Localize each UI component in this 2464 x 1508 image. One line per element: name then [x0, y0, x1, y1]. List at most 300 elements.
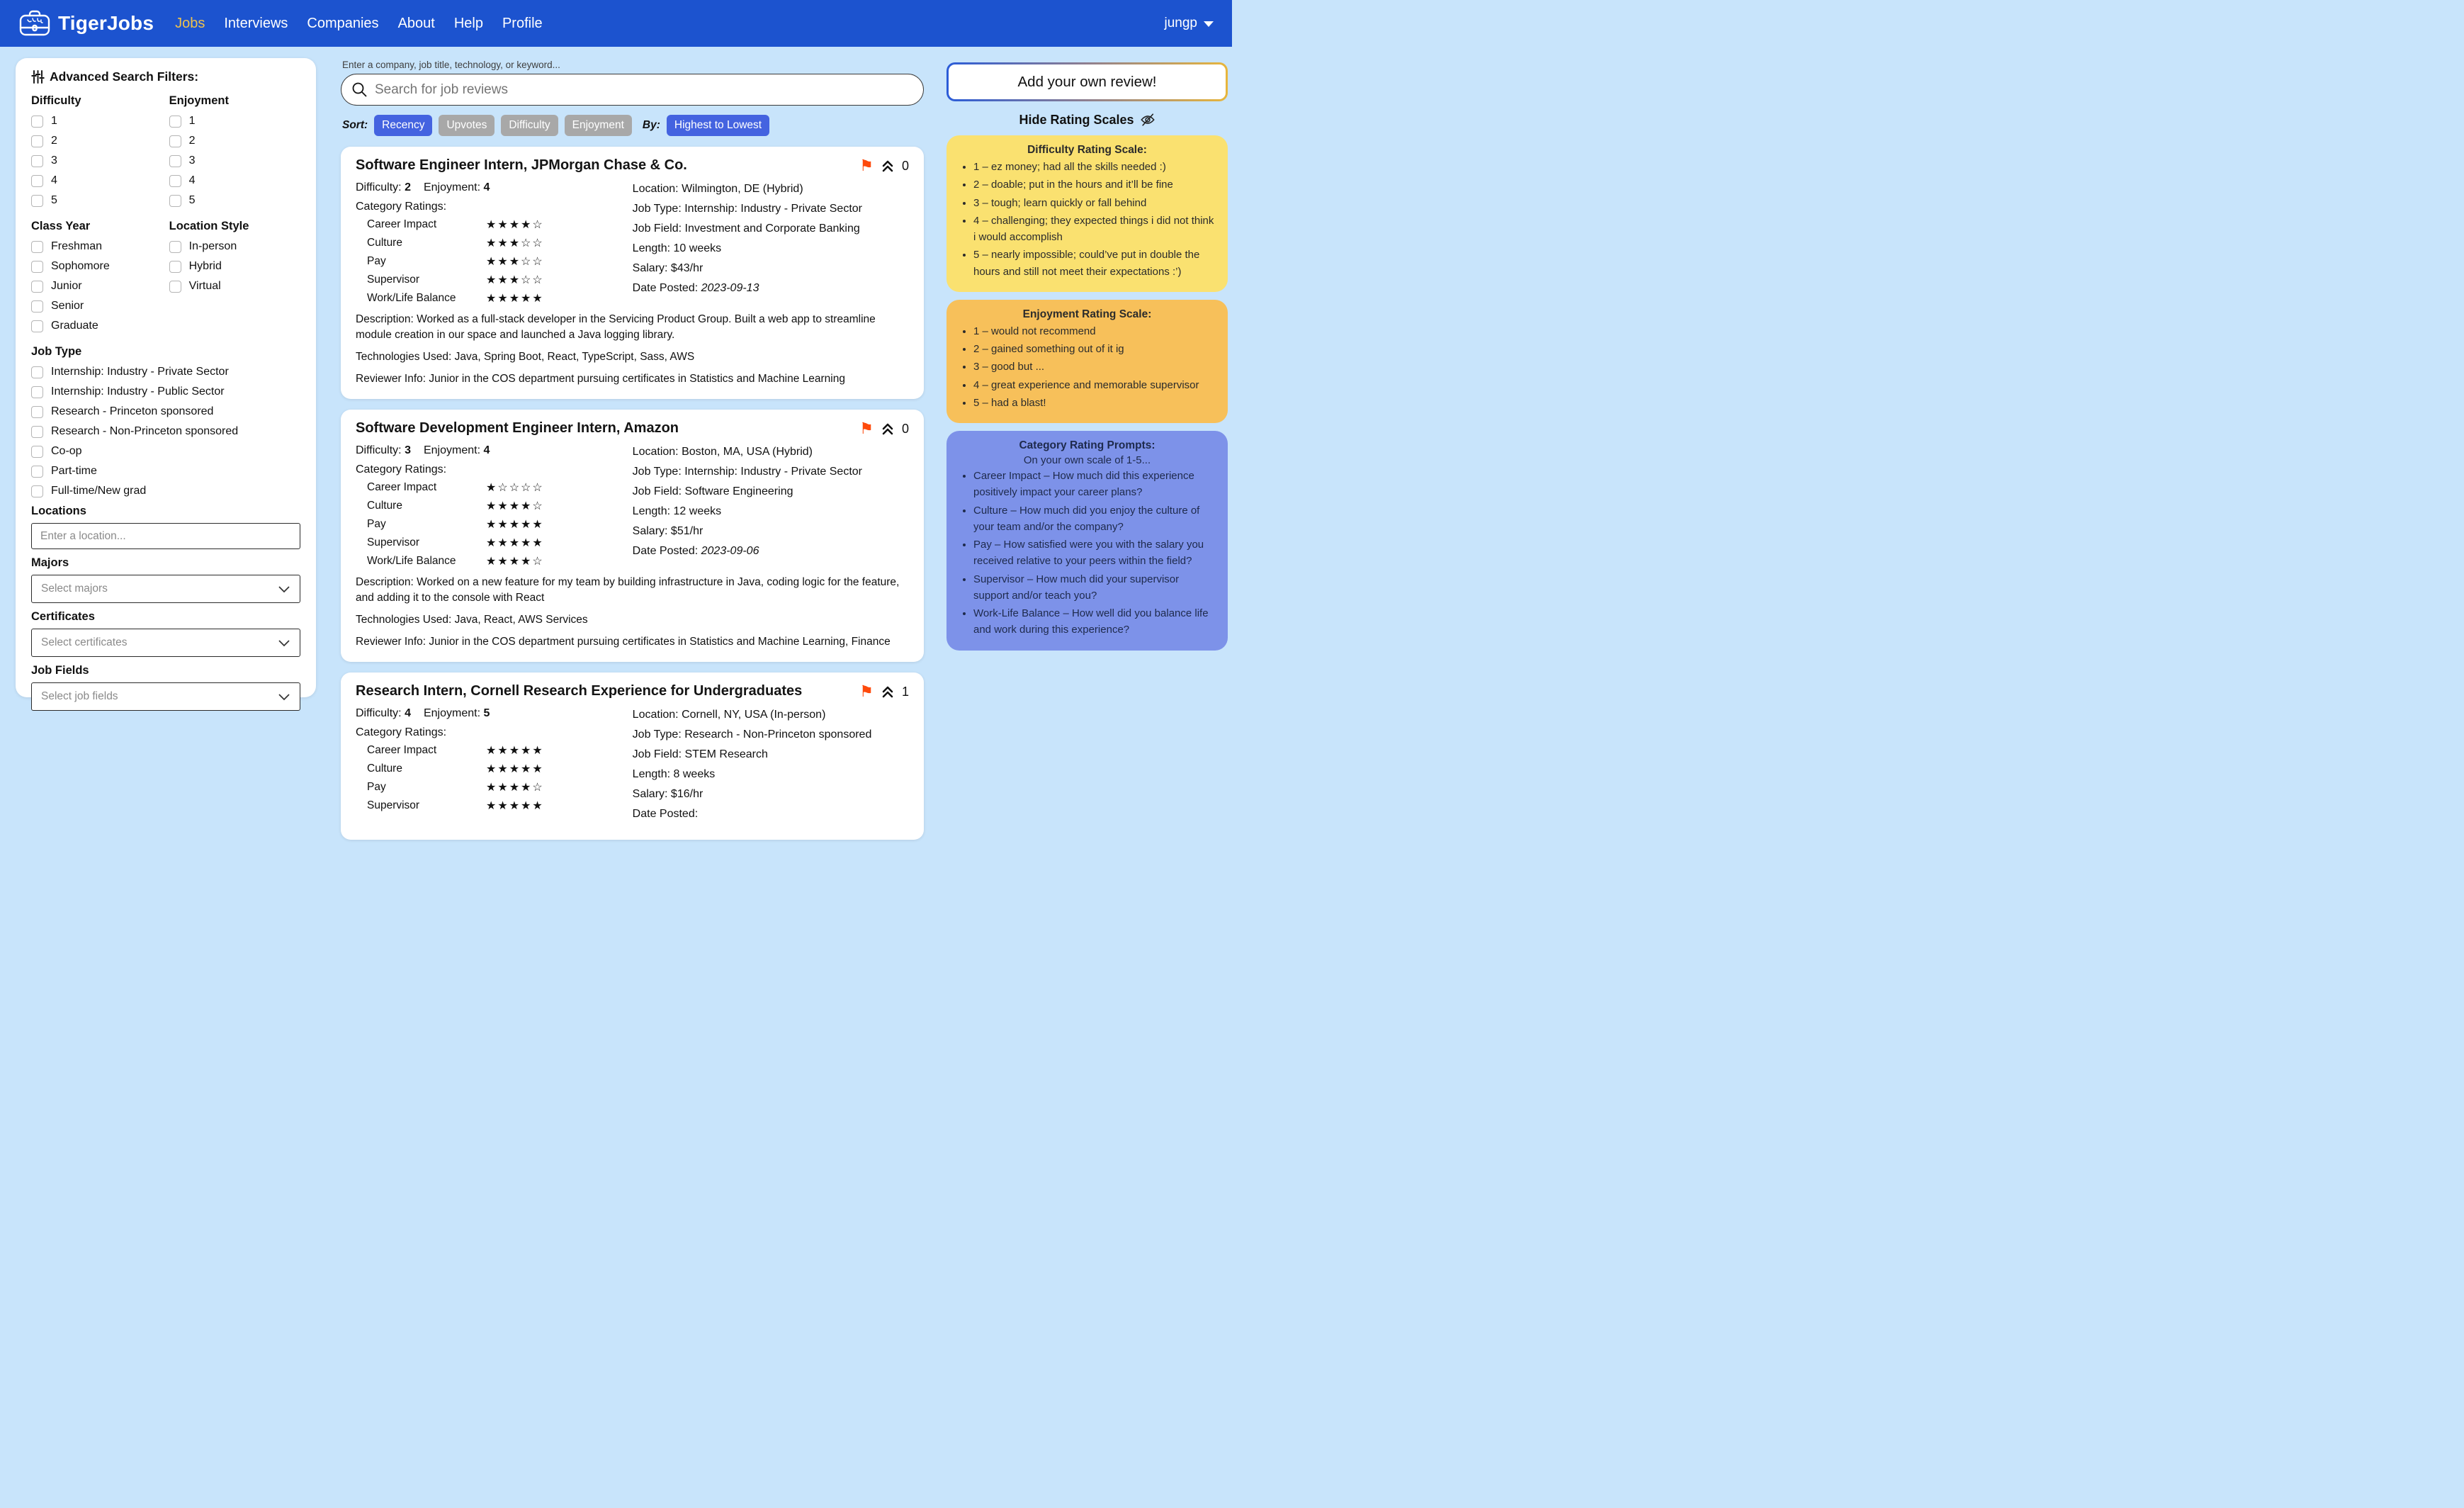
sort-buttons — [374, 115, 632, 136]
search-input[interactable] — [341, 74, 924, 106]
enjoyment-option-2[interactable] — [169, 135, 300, 147]
rating-stars: ★★★★★ — [486, 293, 544, 305]
date-posted-line — [633, 545, 909, 558]
location-style-option-hybrid[interactable] — [169, 260, 300, 273]
checkbox-label: 2 — [51, 135, 57, 147]
rating-stars: ★★★★★ — [486, 763, 544, 775]
rating-row — [367, 236, 627, 250]
checkbox-label: Part-time — [51, 465, 97, 477]
rating-label: Pay — [367, 255, 386, 267]
hide-scales-label: Hide Rating Scales — [1019, 112, 1134, 127]
checkbox[interactable] — [31, 485, 43, 497]
class-year-option-sophomore[interactable] — [31, 260, 169, 273]
job-type-option-research-non-princeton-sponsored[interactable] — [31, 425, 300, 438]
locations-label: Locations — [31, 505, 86, 517]
checkbox-label: Virtual — [188, 280, 221, 292]
rating-row — [367, 554, 627, 568]
checkbox-label: Sophomore — [51, 260, 110, 272]
filter-group-job-type — [31, 345, 300, 497]
scale-item: • Supervisor – How much did your supervisor support and/or teach you? — [973, 571, 1216, 604]
filter-heading-location-style: Location Style — [169, 220, 249, 232]
sort-label: Sort: — [342, 119, 368, 131]
rating-label: Work/Life Balance — [367, 555, 456, 567]
rating-stars: ★★★★☆ — [486, 556, 544, 568]
checkbox[interactable] — [169, 175, 181, 187]
right-panel — [946, 62, 1228, 651]
checkbox[interactable] — [169, 281, 181, 293]
job-type-line-label: Job Type: — [632, 203, 682, 215]
scale-item: • 4 – challenging; they expected things i did not think i would accomplish — [973, 213, 1216, 246]
job-fields-select[interactable] — [31, 682, 300, 711]
rating-label: Career Impact — [367, 744, 437, 756]
salary-line — [633, 262, 909, 275]
rating-label: Culture — [367, 237, 402, 249]
job-field-line-value: STEM Research — [684, 748, 768, 760]
rating-label: Career Impact — [367, 218, 437, 230]
checkbox-label: 3 — [188, 154, 196, 167]
enjoyment-option-3[interactable] — [169, 154, 300, 167]
rating-row — [367, 780, 627, 794]
scale-item: • 1 – would not recommend — [973, 323, 1216, 339]
job-type-line — [633, 466, 909, 478]
rating-stars: ★★★☆☆ — [486, 256, 544, 268]
checkbox[interactable] — [169, 195, 181, 207]
job-field-line-value: Software Engineering — [684, 485, 793, 497]
enjoyment-scale-panel — [946, 300, 1228, 423]
review-meta — [356, 181, 627, 194]
rating-label: Culture — [367, 500, 402, 512]
category-ratings-label: Category Ratings: — [356, 726, 447, 738]
majors-placeholder: Select majors — [41, 583, 108, 595]
rating-row — [367, 291, 627, 305]
job-field-line — [633, 748, 909, 761]
salary-line-label: Salary: — [632, 262, 668, 274]
job-fields-label: Job Fields — [31, 664, 89, 677]
checkbox[interactable] — [31, 241, 43, 253]
difficulty-value: 4 — [405, 707, 411, 719]
location-style-option-in-person[interactable] — [169, 240, 300, 253]
filters-sidebar — [16, 58, 316, 702]
sort-upvotes[interactable]: Upvotes — [439, 115, 495, 136]
difficulty-option-3[interactable] — [31, 154, 169, 167]
length-line — [633, 768, 909, 781]
checkbox[interactable] — [169, 261, 181, 273]
rating-stars: ★★★★☆ — [486, 219, 544, 231]
checkbox[interactable] — [169, 155, 181, 167]
rating-row — [367, 480, 627, 495]
filter-group-enjoyment — [169, 89, 300, 214]
technologies-label: Technologies Used: — [356, 614, 452, 626]
length-line-value: 8 weeks — [673, 768, 716, 780]
flag-icon[interactable]: ⚑ — [859, 682, 874, 700]
job-type-option-full-time-new-grad[interactable] — [31, 485, 300, 497]
job-type-option-research-princeton-sponsored[interactable] — [31, 405, 300, 418]
location-line-label: Location: — [632, 446, 679, 458]
difficulty-scale-list — [959, 159, 1216, 280]
technologies — [356, 612, 909, 628]
class-year-option-junior[interactable] — [31, 280, 169, 293]
location-line — [633, 709, 909, 721]
job-type-line-value: Research - Non-Princeton sponsored — [684, 728, 872, 741]
review-card — [341, 410, 924, 662]
technologies-value: Java, Spring Boot, React, TypeScript, Sass, AWS — [454, 351, 695, 363]
difficulty-value: 3 — [405, 444, 411, 456]
length-line-value: 10 weeks — [673, 242, 722, 254]
rating-row — [367, 799, 627, 813]
filter-group-class-year — [31, 214, 169, 339]
rating-row — [367, 499, 627, 513]
date-posted-line-value: 2023-09-06 — [701, 545, 759, 557]
user-menu[interactable] — [1165, 16, 1214, 31]
search-icon — [351, 81, 368, 98]
navbar — [0, 0, 1232, 47]
rating-stars: ★★★★★ — [486, 519, 544, 531]
difficulty-label: Difficulty: — [356, 707, 402, 719]
location-line-value: Cornell, NY, USA (In-person) — [682, 709, 826, 721]
checkbox[interactable] — [31, 406, 43, 418]
description — [356, 575, 909, 606]
rating-label: Pay — [367, 518, 386, 530]
difficulty-scale-title: Difficulty Rating Scale: — [1027, 144, 1147, 156]
upvote-count: 1 — [901, 684, 909, 699]
certificates-placeholder: Select certificates — [41, 636, 128, 648]
chevron-down-icon — [278, 692, 290, 701]
date-posted-line-label: Date Posted: — [632, 545, 699, 557]
length-line — [633, 242, 909, 255]
nav-companies[interactable]: Companies — [307, 15, 379, 31]
upvote-icon[interactable] — [881, 685, 895, 699]
location-line-value: Wilmington, DE (Hybrid) — [682, 183, 803, 195]
rating-row — [367, 273, 627, 287]
job-type-line-label: Job Type: — [632, 728, 682, 741]
description-value: Worked as a full-stack developer in the Servicing Product Group. Built a web app to streamline module creation in our space and launched a Java logging library. — [356, 313, 876, 341]
job-field-line-label: Job Field: — [632, 223, 682, 235]
enjoyment-label: Enjoyment: — [423, 181, 481, 193]
scale-item: • 5 – nearly impossible; could’ve put in double the hours and still not meet their expectations :’) — [973, 247, 1216, 280]
nav-help[interactable]: Help — [453, 15, 483, 31]
scale-item: • 2 – gained something out of it ig — [973, 341, 1216, 357]
chevron-down-icon — [278, 638, 290, 647]
difficulty-label: Difficulty: — [356, 181, 402, 193]
checkbox-label: Senior — [51, 300, 84, 312]
checkbox[interactable] — [31, 366, 43, 378]
certificates-label: Certificates — [31, 610, 95, 623]
filters-title: Advanced Search Filters: — [50, 69, 199, 84]
date-posted-line-label: Date Posted: — [632, 282, 699, 294]
checkbox[interactable] — [31, 195, 43, 207]
filter-row-difficulty-enjoyment — [31, 89, 300, 214]
job-fields-placeholder: Select job fields — [41, 690, 118, 702]
checkbox-label: Co-op — [51, 445, 82, 457]
checkbox-label: 2 — [188, 135, 196, 147]
review-meta — [356, 707, 627, 720]
rating-row — [367, 536, 627, 550]
username: jungp — [1164, 16, 1197, 30]
scale-item: • 4 – great experience and memorable supervisor — [973, 377, 1216, 393]
filter-group-difficulty — [31, 89, 169, 214]
length-line-label: Length: — [632, 768, 671, 780]
salary-line-value: $16/hr — [670, 788, 703, 800]
length-line — [633, 505, 909, 518]
filter-group-location-style — [169, 214, 300, 339]
rating-stars: ★★★★★ — [486, 537, 544, 549]
search-hint: Enter a company, job title, technology, or keyword... — [342, 60, 560, 70]
job-type-option-internship-industry-private-sector[interactable] — [31, 366, 300, 378]
job-type-option-internship-industry-public-sector[interactable] — [31, 386, 300, 398]
sort-direction-button[interactable]: Highest to Lowest — [667, 115, 769, 136]
rating-label: Work/Life Balance — [367, 292, 456, 304]
category-prompts-panel — [946, 431, 1228, 651]
salary-line — [633, 788, 909, 801]
nav-about[interactable]: About — [397, 15, 435, 31]
class-year-option-senior[interactable] — [31, 300, 169, 313]
difficulty-option-5[interactable] — [31, 194, 169, 207]
chevron-down-icon — [1204, 21, 1214, 27]
reviewer-info-label: Reviewer Info: — [356, 636, 426, 648]
location-line — [633, 183, 909, 196]
upvote-icon[interactable] — [881, 422, 895, 436]
checkbox[interactable] — [31, 135, 43, 147]
difficulty-option-1[interactable] — [31, 115, 169, 128]
enjoyment-option-1[interactable] — [169, 115, 300, 128]
checkbox-label: Junior — [51, 280, 82, 292]
description — [356, 312, 909, 343]
rating-label: Pay — [367, 781, 386, 793]
length-line-label: Length: — [632, 242, 671, 254]
nav-links — [175, 16, 543, 32]
date-posted-line-label: Date Posted: — [632, 808, 699, 820]
checkbox-label: Full-time/New grad — [51, 485, 147, 497]
class-year-option-freshman[interactable] — [31, 240, 169, 253]
scale-item: • 3 – tough; learn quickly or fall behind — [973, 195, 1216, 211]
checkbox[interactable] — [169, 135, 181, 147]
job-type-line-value: Internship: Industry - Private Sector — [684, 203, 862, 215]
rating-stars: ★★★☆☆ — [486, 274, 544, 286]
checkbox-label: Freshman — [51, 240, 103, 252]
length-line-value: 12 weeks — [673, 505, 722, 517]
difficulty-option-4[interactable] — [31, 174, 169, 187]
rating-stars: ★☆☆☆☆ — [486, 482, 544, 494]
job-type-option-co-op[interactable] — [31, 445, 300, 458]
rating-label: Career Impact — [367, 481, 437, 493]
checkbox-label: 3 — [51, 154, 57, 167]
eye-off-icon — [1140, 112, 1155, 128]
difficulty-label: Difficulty: — [356, 444, 402, 456]
job-type-line-value: Internship: Industry - Private Sector — [684, 466, 862, 478]
technologies-value: Java, React, AWS Services — [454, 614, 588, 626]
location-line-value: Boston, MA, USA (Hybrid) — [682, 446, 813, 458]
nav-interviews[interactable]: Interviews — [224, 15, 288, 31]
scale-item: • 3 – good but ... — [973, 359, 1216, 375]
hide-rating-scales[interactable] — [946, 112, 1228, 128]
scale-item: • Work-Life Balance – How well did you balance life and work during this experience? — [973, 605, 1216, 638]
sort-recency[interactable]: Recency — [374, 115, 432, 136]
sliders-icon — [31, 70, 45, 84]
checkbox[interactable] — [169, 241, 181, 253]
filter-heading-difficulty: Difficulty — [31, 94, 81, 107]
location-input[interactable] — [31, 523, 300, 549]
review-list — [341, 147, 924, 840]
chevron-down-icon — [278, 585, 290, 593]
job-type-line-label: Job Type: — [632, 466, 682, 478]
enjoyment-value: 4 — [483, 444, 490, 456]
job-type-option-part-time[interactable] — [31, 465, 300, 478]
review-card — [341, 147, 924, 399]
majors-label: Majors — [31, 556, 69, 569]
rating-stars: ★★★☆☆ — [486, 237, 544, 249]
checkbox-label: 5 — [188, 194, 196, 206]
upvote-count: 0 — [901, 421, 909, 436]
difficulty-option-2[interactable] — [31, 135, 169, 147]
checkbox[interactable] — [31, 466, 43, 478]
sort-row — [342, 115, 924, 136]
flag-icon[interactable]: ⚑ — [859, 420, 874, 437]
scale-item: • Pay – How satisfied were you with the salary you received relative to your peers within the field? — [973, 536, 1216, 570]
job-type-line — [633, 728, 909, 741]
checkbox-label: Internship: Industry - Private Sector — [51, 366, 229, 378]
checkbox-label: Graduate — [51, 320, 98, 332]
technologies-label: Technologies Used: — [356, 351, 452, 363]
enjoyment-label: Enjoyment: — [423, 707, 481, 719]
description-value: Worked on a new feature for my team by building infrastructure in Java, coding logic for the feature, and adding it to the console with React — [356, 576, 900, 604]
checkbox[interactable] — [31, 281, 43, 293]
category-prompts-subtitle: On your own scale of 1-5... — [1023, 454, 1151, 466]
checkbox-label: Research - Princeton sponsored — [51, 405, 214, 417]
checkbox[interactable] — [169, 116, 181, 128]
difficulty-scale-panel — [946, 135, 1228, 292]
rating-label: Supervisor — [367, 274, 420, 286]
checkbox[interactable] — [31, 155, 43, 167]
enjoyment-option-4[interactable] — [169, 174, 300, 187]
review-title: Software Development Engineer Intern, Amazon — [356, 420, 679, 436]
checkbox[interactable] — [31, 300, 43, 313]
location-line-label: Location: — [632, 183, 679, 195]
scale-item: • 5 – had a blast! — [973, 395, 1216, 411]
location-line — [633, 446, 909, 458]
enjoyment-scale-title: Enjoyment Rating Scale: — [1022, 308, 1152, 320]
rating-label: Supervisor — [367, 536, 420, 548]
certificates-select[interactable] — [31, 629, 300, 657]
salary-line-label: Salary: — [632, 525, 668, 537]
checkbox-label: In-person — [188, 240, 237, 252]
checkbox[interactable] — [31, 446, 43, 458]
review-title: Research Intern, Cornell Research Experience for Undergraduates — [356, 683, 803, 699]
category-ratings-label: Category Ratings: — [356, 201, 447, 213]
checkbox-label: 4 — [188, 174, 196, 186]
technologies — [356, 349, 909, 365]
scale-item: • 1 – ez money; had all the skills needed :) — [973, 159, 1216, 175]
filter-heading-job-type: Job Type — [31, 345, 82, 358]
majors-select[interactable] — [31, 575, 300, 603]
rating-row — [367, 218, 627, 232]
rating-row — [367, 254, 627, 269]
description-label: Description: — [356, 576, 414, 588]
date-posted-line — [633, 808, 909, 821]
reviewer-info-value: Junior in the COS department pursuing certificates in Statistics and Machine Learning — [429, 373, 845, 385]
location-line-label: Location: — [632, 709, 679, 721]
filter-heading-enjoyment: Enjoyment — [169, 94, 229, 107]
rating-row — [367, 517, 627, 531]
nav-profile[interactable]: Profile — [502, 15, 543, 31]
enjoyment-value: 4 — [483, 181, 490, 193]
category-prompts-list — [959, 468, 1216, 638]
difficulty-value: 2 — [405, 181, 411, 193]
job-field-line-value: Investment and Corporate Banking — [684, 223, 860, 235]
rating-label: Supervisor — [367, 799, 420, 811]
review-meta — [356, 444, 627, 457]
enjoyment-value: 5 — [483, 707, 490, 719]
reviewer-info-value: Junior in the COS department pursuing certificates in Statistics and Machine Learning, Finance — [429, 636, 891, 648]
checkbox-label: 1 — [51, 115, 57, 127]
date-posted-line-value: 2023-09-13 — [701, 282, 759, 294]
reviewer-info — [356, 634, 909, 650]
category-ratings-label: Category Ratings: — [356, 463, 447, 476]
rating-stars: ★★★★★ — [486, 800, 544, 812]
class-year-option-graduate[interactable] — [31, 320, 169, 332]
salary-line — [633, 525, 909, 538]
checkbox-label: Research - Non-Princeton sponsored — [51, 425, 239, 437]
reviewer-info-label: Reviewer Info: — [356, 373, 426, 385]
job-field-line — [633, 485, 909, 498]
date-posted-line — [633, 282, 909, 295]
rating-stars: ★★★★☆ — [486, 782, 544, 794]
job-field-line-label: Job Field: — [632, 485, 682, 497]
add-review-button[interactable]: Add your own review! — [946, 62, 1228, 101]
salary-line-label: Salary: — [632, 788, 668, 800]
checkbox[interactable] — [31, 261, 43, 273]
checkbox-label: Internship: Industry - Public Sector — [51, 386, 225, 398]
checkbox-label: 4 — [51, 174, 57, 186]
nav-jobs[interactable]: Jobs — [175, 15, 205, 31]
filter-heading-class-year: Class Year — [31, 220, 91, 232]
by-label: By: — [642, 119, 660, 131]
checkbox[interactable] — [31, 320, 43, 332]
location-style-option-virtual[interactable] — [169, 280, 300, 293]
job-field-line — [633, 223, 909, 235]
rating-stars: ★★★★☆ — [486, 500, 544, 512]
scale-item: • Career Impact – How much did this experience positively impact your career plans? — [973, 468, 1216, 501]
flag-icon[interactable]: ⚑ — [859, 157, 874, 174]
scale-item: • Culture – How much did you enjoy the culture of your team and/or the company? — [973, 502, 1216, 536]
upvote-icon[interactable] — [881, 159, 895, 173]
rating-row — [367, 743, 627, 758]
filter-group-job-type — [31, 345, 300, 497]
brand[interactable] — [18, 9, 154, 38]
review-card — [341, 673, 924, 840]
enjoyment-option-5[interactable] — [169, 194, 300, 207]
enjoyment-label: Enjoyment: — [423, 444, 481, 456]
review-title: Software Engineer Intern, JPMorgan Chase & Co. — [356, 157, 687, 173]
rating-row — [367, 762, 627, 776]
sort-difficulty[interactable]: Difficulty — [501, 115, 558, 136]
filter-row-classyear-locationstyle — [31, 214, 300, 339]
length-line-label: Length: — [632, 505, 671, 517]
checkbox-label: 5 — [51, 194, 57, 206]
main-content — [341, 60, 924, 820]
checkbox[interactable] — [31, 116, 43, 128]
scale-item: • 2 – doable; put in the hours and it’ll be fine — [973, 176, 1216, 193]
checkbox-label: Hybrid — [188, 260, 222, 272]
checkbox[interactable] — [31, 386, 43, 398]
enjoyment-scale-list — [959, 323, 1216, 411]
category-prompts-title: Category Rating Prompts: — [1019, 439, 1155, 451]
reviewer-info — [356, 371, 909, 387]
salary-line-value: $51/hr — [670, 525, 703, 537]
sort-enjoyment[interactable]: Enjoyment — [565, 115, 632, 136]
description-label: Description: — [356, 313, 414, 325]
checkbox[interactable] — [31, 175, 43, 187]
checkbox[interactable] — [31, 426, 43, 438]
